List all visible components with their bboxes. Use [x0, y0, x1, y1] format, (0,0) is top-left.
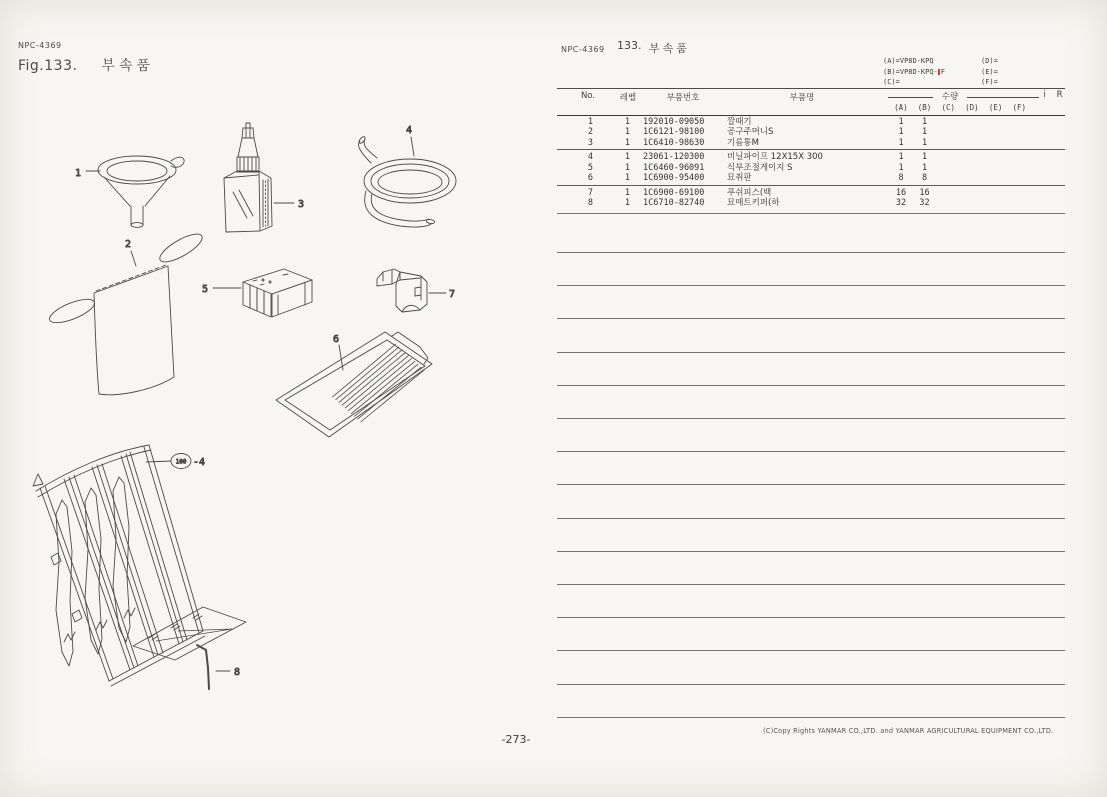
cell-qa: 1 [898, 137, 904, 148]
ruled-line [557, 451, 1065, 452]
col-header-part-no: 부품번호 [666, 93, 700, 103]
cell-name: 기름통M [727, 137, 759, 148]
legend-b-prefix: (B)=VP8D-KPQ- [883, 67, 938, 76]
table-row [557, 117, 1065, 127]
cell-no: 5 [587, 162, 593, 173]
tool-bag-drawing [47, 229, 209, 395]
bracket-drawing [377, 269, 455, 312]
cell-name: 비닐파이프 12X15X 300 [727, 152, 823, 163]
ref-suffix-label: -4 [192, 457, 206, 468]
cell-qb: 32 [919, 198, 930, 209]
cell-level: 1 [624, 198, 630, 209]
cell-level: 1 [624, 162, 630, 173]
cell-part: 1C6121-98100 [643, 127, 705, 138]
cell-qb: 16 [919, 187, 930, 198]
cell-qa: 8 [898, 172, 904, 183]
col-header-level: 레벨 [619, 93, 637, 103]
col-header-qty: 수량 [941, 92, 959, 102]
cell-qa: 32 [895, 198, 907, 209]
group-separator [557, 149, 1065, 150]
cell-part: 192010-09050 [643, 117, 705, 127]
header-separator-rule [557, 115, 1065, 116]
table-row [557, 198, 1065, 208]
table-row [557, 127, 1065, 137]
cell-level: 1 [624, 127, 630, 138]
ruled-line [557, 352, 1065, 353]
cell-no: 3 [587, 137, 593, 148]
doc-code-right: NPC-4369 [561, 45, 605, 54]
callout-1: 1 [74, 168, 82, 179]
doc-code-left: NPC-4369 [18, 41, 62, 50]
cell-no: 1 [587, 117, 593, 127]
table-row [557, 138, 1065, 148]
ruled-line [557, 418, 1065, 419]
cell-part: 1C6460-96091 [643, 162, 705, 173]
cell-level: 1 [624, 117, 630, 127]
qty-dash-right [967, 97, 1039, 98]
cell-qa: 16 [895, 187, 907, 198]
callout-2: 2 [124, 239, 132, 250]
table-row [557, 188, 1065, 198]
table-row [557, 173, 1065, 183]
qty-col-label: (B) [917, 103, 932, 112]
legend-f: (F)= [981, 78, 998, 86]
parts-diagram [0, 90, 540, 750]
qty-col-label: (E) [988, 103, 1003, 112]
cell-qb: 1 [921, 117, 928, 127]
group-separator [557, 185, 1065, 186]
cell-qb: 1 [921, 137, 928, 148]
cell-level: 1 [624, 137, 630, 148]
cell-part: 1C6900-95400 [643, 172, 705, 183]
cell-name: 깔때기 [727, 117, 752, 127]
cell-name: 묘매트키퍼(하 [727, 198, 780, 209]
ruled-line [557, 285, 1065, 286]
col-header-part-name: 부품명 [789, 93, 815, 103]
ruled-line [557, 484, 1065, 485]
legend-c: (C)= [883, 78, 900, 86]
table-top-rule [557, 88, 1065, 89]
qty-col-label: (D) [965, 103, 979, 112]
legend-row [883, 56, 998, 67]
ruled-line [557, 318, 1065, 319]
ruled-line [557, 684, 1065, 685]
figure-label: Fig.133. [18, 58, 78, 74]
ruled-line [557, 650, 1065, 651]
cell-no: 2 [587, 127, 593, 138]
cell-qb: 1 [921, 152, 928, 163]
cell-name: 묘취판 [727, 172, 752, 183]
section-title: 부속품 [649, 42, 690, 55]
cell-part: 23061-120300 [643, 152, 705, 163]
cell-part: 1C6900-69100 [643, 187, 705, 198]
ref-circle-label: 100 [175, 458, 187, 466]
cell-no: 7 [587, 187, 593, 198]
cell-level: 1 [624, 152, 630, 163]
ruled-line [557, 617, 1065, 618]
cell-qb: 1 [921, 162, 928, 173]
legend-d: (D)= [981, 57, 998, 65]
gauge-drawing [202, 269, 312, 317]
qty-col-label: (A) [894, 103, 908, 112]
stage-frame-drawing [33, 445, 246, 689]
legend-row [883, 77, 998, 88]
ruled-line [557, 385, 1065, 386]
legend-a: (A)=VP8D-KPQ [883, 57, 934, 65]
copyright-line: (C)Copy Rights YANMAR CO.,LTD. and YANMAR AGRICULTURAL EQUIPMENT CO.,LTD. [763, 727, 1054, 735]
qty-col-label: (C) [941, 103, 955, 112]
callout-6: 6 [332, 334, 340, 345]
legend-e: (E)= [981, 67, 998, 76]
ruled-line [557, 213, 1065, 214]
callout-8: 8 [233, 667, 241, 678]
funnel-drawing [75, 156, 184, 227]
col-header-no: No. [580, 91, 596, 101]
cell-no: 8 [587, 198, 593, 209]
cell-name: 공구주머니S [727, 127, 774, 138]
cell-part: 1C6710-82740 [643, 198, 705, 209]
figure-title: 부속품 [101, 58, 155, 74]
oil-bottle-drawing [224, 123, 304, 232]
cell-no: 4 [587, 152, 593, 163]
ruled-line [557, 584, 1065, 585]
qty-subheader [889, 103, 1031, 112]
table-row [557, 163, 1065, 173]
table-row [557, 152, 1065, 162]
page-number: -273- [501, 733, 531, 746]
cell-qb: 8 [921, 172, 928, 183]
tray-drawing [276, 332, 432, 437]
section-number: 133. [617, 39, 642, 52]
callout-7: 7 [448, 289, 456, 300]
cell-name: 식부조절게이지 S [727, 162, 793, 173]
qty-col-label: (F) [1012, 103, 1027, 112]
callout-4: 4 [405, 125, 413, 136]
ruled-line [557, 717, 1065, 718]
ruled-line [557, 252, 1065, 253]
legend-row [883, 67, 998, 78]
col-header-ir: i R [1043, 90, 1067, 100]
model-legend [883, 56, 998, 88]
ruled-line [557, 551, 1065, 552]
legend-b-suffix: F [940, 67, 946, 76]
callout-3: 3 [297, 199, 305, 210]
cell-qb: 1 [921, 127, 928, 138]
cell-qa: 1 [898, 117, 904, 127]
figure-heading [18, 55, 154, 75]
table-rows [557, 117, 1065, 208]
vinyl-pipe-drawing [358, 125, 456, 227]
cell-no: 6 [587, 172, 593, 183]
cell-level: 1 [624, 187, 630, 198]
cell-qa: 1 [898, 152, 904, 163]
cell-name: 푸쉬피스(백 [727, 187, 772, 198]
callout-5: 5 [201, 284, 209, 295]
cell-qa: 1 [898, 127, 904, 138]
cell-qa: 1 [898, 162, 904, 173]
qty-dash-left [888, 97, 933, 98]
cell-part: 1C6410-98630 [643, 137, 705, 148]
cell-level: 1 [624, 172, 630, 183]
legend-b [883, 67, 981, 78]
ruled-line [557, 518, 1065, 519]
